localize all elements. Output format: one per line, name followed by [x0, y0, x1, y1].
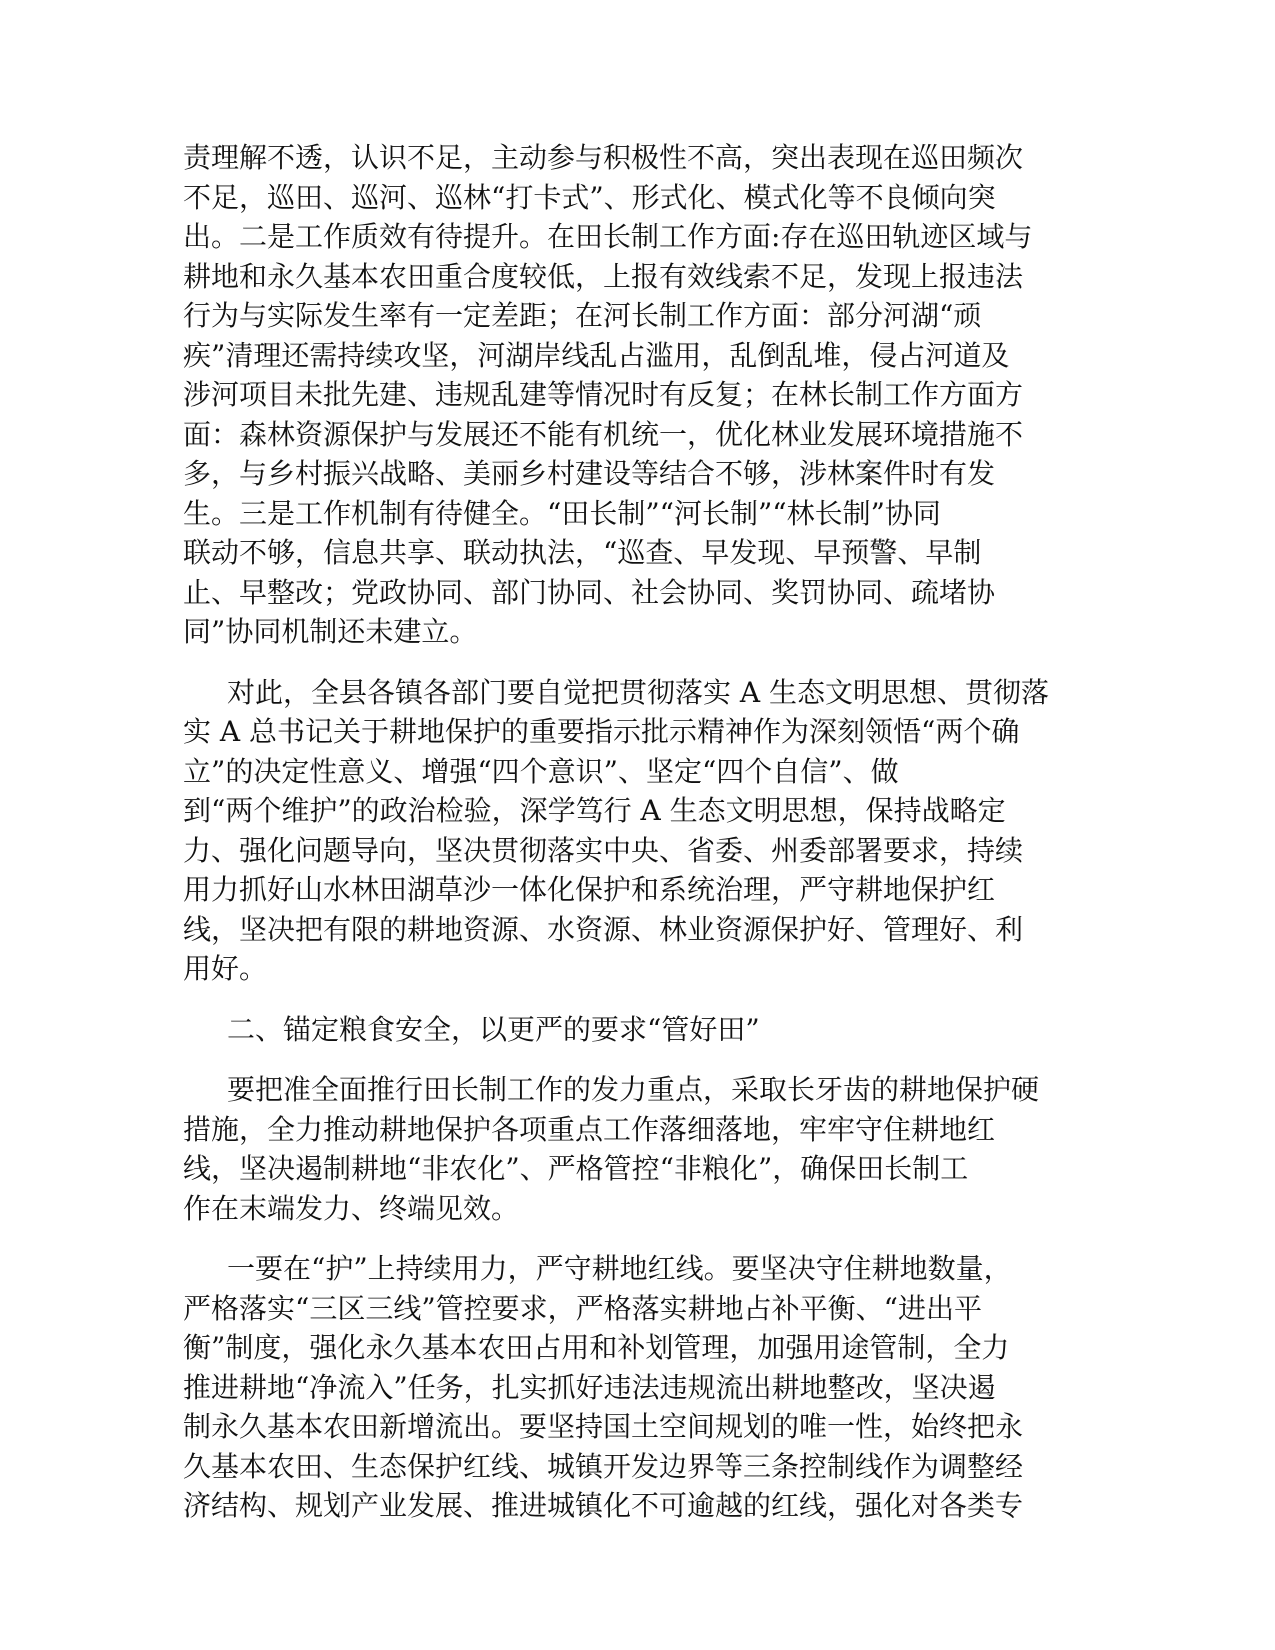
text-line: 制永久基本农田新增流出。要坚持国土空间规划的唯一性，始终把永	[183, 1410, 1024, 1443]
text-line: 涉河项目未批先建、违规乱建等情况时有反复；在林长制工作方面方	[183, 378, 1024, 411]
text-line: 线，坚决把有限的耕地资源、水资源、林业资源保护好、管理好、利	[183, 912, 1024, 946]
text-line: 立”的决定性意义、增强“四个意识”、坚定“四个自信”、做	[183, 754, 899, 788]
text-line: 对此，全县各镇各部门要自觉把贯彻落实 A 生态文明思想、贯彻落	[227, 675, 1050, 709]
text-line: 用力抓好山水林田湖草沙一体化保护和系统治理，严守耕地保护红	[183, 873, 996, 906]
text-line: 措施，全力推动耕地保护各项重点工作落细落地，牢牢守住耕地红	[183, 1112, 996, 1146]
text-line: 不足，巡田、巡河、巡林“打卡式”、形式化、模式化等不良倾向突	[183, 180, 996, 214]
text-line: 线，坚决遏制耕地“非农化”、严格管控“非粮化”，确保田长制工	[183, 1152, 969, 1185]
text-line: 耕地和永久基本农田重合度较低，上报有效线索不足，发现上报违法	[183, 259, 1024, 293]
text-line: 同”协同机制还未建立。	[183, 615, 478, 648]
text-line: 止、早整改；党政协同、部门协同、社会协同、奖罚协同、疏堵协	[183, 575, 996, 609]
text-line: 济结构、规划产业发展、推进城镇化不可逾越的红线，强化对各类专	[183, 1489, 1024, 1522]
text-line: 行为与实际发生率有一定差距；在河长制工作方面：部分河湖“顽	[183, 299, 982, 332]
text-line: 力、强化问题导向，坚决贯彻落实中央、省委、州委部署要求，持续	[183, 833, 1024, 867]
text-line: 实 A 总书记关于耕地保护的重要指示批示精神作为深刻领悟“两个确	[183, 715, 1020, 748]
text-line: 到“两个维护”的政治检验，深学笃行 A 生态文明思想，保持战略定	[183, 794, 1006, 827]
section-heading	[183, 1010, 1083, 1050]
paragraph-3	[183, 1070, 1083, 1228]
text-line: 面：森林资源保护与发展还不能有机统一，优化林业发展环境措施不	[183, 417, 1024, 451]
text-line: 出。二是工作质效有待提升。在田长制工作方面:存在巡田轨迹区域与	[183, 220, 1033, 253]
text-line: 推进耕地“净流入”任务，扎实抓好违法违规流出耕地整改，坚决遏	[183, 1370, 996, 1404]
document-page	[183, 138, 1083, 1547]
paragraph-4	[183, 1249, 1083, 1526]
heading-line: 二、锚定粮食安全，以更严的要求“管好田”	[227, 1012, 760, 1046]
text-line: 联动不够，信息共享、联动执法，“巡查、早发现、早预警、早制	[183, 536, 982, 569]
text-line: 严格落实“三区三线”管控要求，严格落实耕地占补平衡、“进出平	[183, 1291, 982, 1325]
paragraph-2	[183, 673, 1083, 989]
text-line: 多，与乡村振兴战略、美丽乡村建设等结合不够，涉林案件时有发	[183, 457, 996, 490]
text-line: 用好。	[183, 952, 268, 985]
text-line: 一要在“护”上持续用力，严守耕地红线。要坚决守住耕地数量，	[227, 1252, 1012, 1285]
text-line: 生。三是工作机制有待健全。“田长制”“河长制”“林长制”协同	[183, 496, 941, 530]
text-line: 要把准全面推行田长制工作的发力重点，采取长牙齿的耕地保护硬	[227, 1073, 1040, 1106]
text-line: 责理解不透，认识不足，主动参与积极性不高，突出表现在巡田频次	[183, 141, 1024, 174]
text-line: 疾”清理还需持续攻坚，河湖岸线乱占滥用，乱倒乱堆，侵占河道及	[183, 338, 1010, 372]
text-line: 衡”制度，强化永久基本农田占用和补划管理，加强用途管制，全力	[183, 1331, 1010, 1364]
text-line: 久基本农田、生态保护红线、城镇开发边界等三条控制线作为调整经	[183, 1449, 1024, 1483]
paragraph-1	[183, 138, 1083, 652]
text-line: 作在末端发力、终端见效。	[183, 1191, 520, 1225]
